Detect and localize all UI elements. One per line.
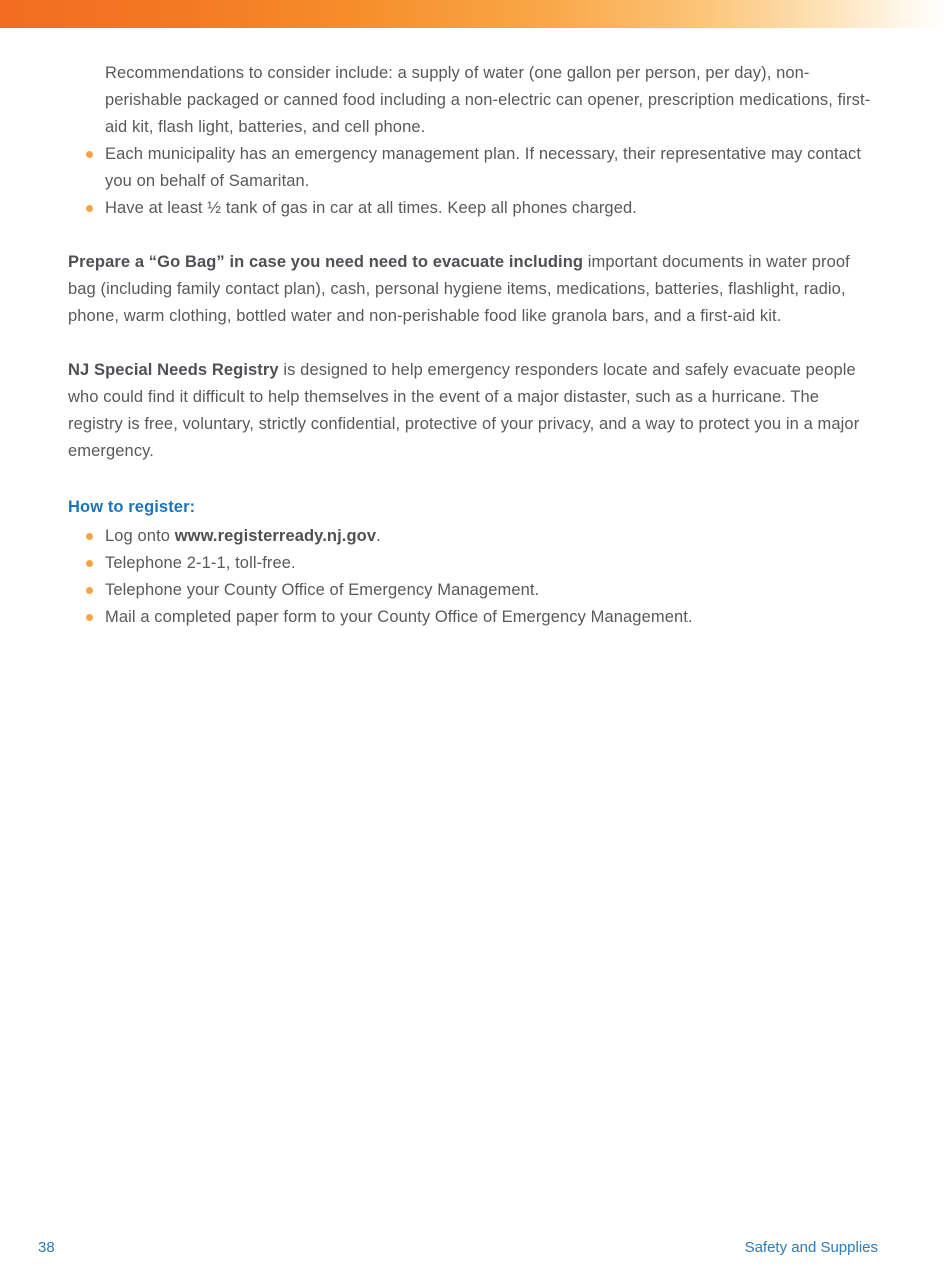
go-bag-lead: Prepare a “Go Bag” in case you need need to evacuate including — [68, 253, 584, 271]
list-item — [68, 604, 878, 631]
page-number: 38 — [38, 1239, 55, 1256]
list-item — [68, 577, 878, 604]
bullet-text: Mail a completed paper form to your County Office of Emergency Management. — [105, 608, 693, 626]
how-to-register-heading: How to register: — [68, 498, 196, 516]
go-bag-paragraph — [68, 249, 878, 330]
go-bag-body: important documents in water proof bag (including family contact plan), cash, personal hygiene items, medications, batteries, flashlight, radio, phone, warm clothing, bottled water and non-perishable food like granola bars, and a first-aid kit. — [68, 253, 850, 325]
preparedness-bullet-list — [68, 141, 878, 222]
bullet-dot-icon — [86, 560, 93, 567]
bullet-dot-icon — [86, 533, 93, 540]
bullet-text: Each municipality has an emergency management plan. If necessary, their representative may contact you on behalf of Samaritan. — [105, 145, 862, 190]
register-bullet-list — [68, 523, 878, 631]
register-url: www.registerready.nj.gov — [174, 527, 377, 545]
list-item — [68, 550, 878, 577]
registry-body: is designed to help emergency responders locate and safely evacuate people who could find it difficult to help themselves in the event of a major distaster, such as a hurricane. The registry is free, voluntary, strictly confidential, protective of your privacy, and a way to protect you in a major emergency. — [68, 361, 860, 460]
bullet-dot-icon — [86, 614, 93, 621]
bullet-dot-icon — [86, 587, 93, 594]
bullet-text: Telephone your County Office of Emergency Management. — [105, 581, 540, 599]
bullet-text-post: . — [376, 527, 381, 545]
page-footer — [38, 1238, 878, 1258]
list-item — [68, 523, 878, 550]
footer-section-title: Safety and Supplies — [744, 1239, 878, 1256]
list-item — [68, 141, 878, 195]
registry-lead: NJ Special Needs Registry — [68, 361, 279, 379]
bullet-dot-icon — [86, 205, 93, 212]
page-content — [68, 60, 878, 631]
bullet-text: Telephone 2-1-1, toll-free. — [105, 554, 296, 572]
bullet-text-pre: Log onto — [105, 527, 175, 545]
bullet-dot-icon — [86, 151, 93, 158]
intro-paragraph — [105, 60, 878, 141]
intro-text: Recommendations to consider include: a supply of water (one gallon per person, per day), non-perishable packaged or canned food including a non-electric can opener, prescription medications, first-aid kit, flash light, batteries, and cell phone. — [105, 64, 871, 136]
bullet-text: Have at least ½ tank of gas in car at all times. Keep all phones charged. — [105, 199, 637, 217]
list-item — [68, 195, 878, 222]
page-header-gradient-bar — [0, 0, 946, 28]
registry-paragraph — [68, 357, 878, 465]
